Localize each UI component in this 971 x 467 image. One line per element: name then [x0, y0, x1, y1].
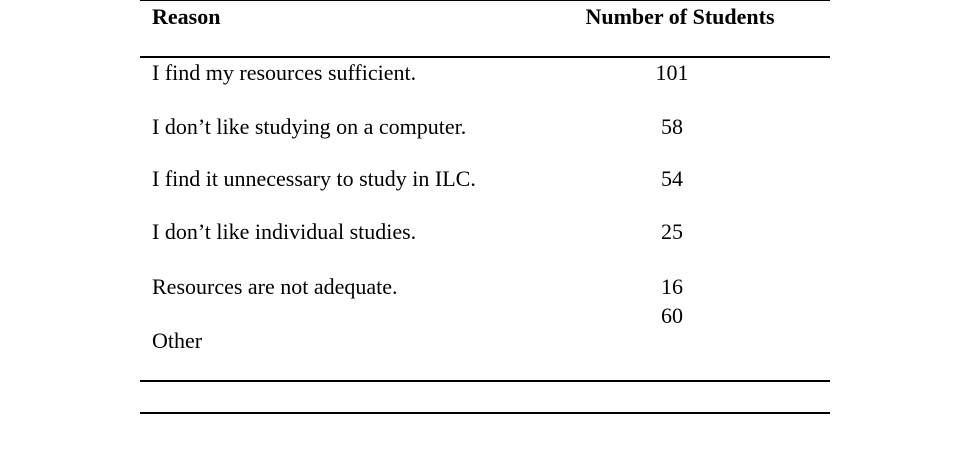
row-reason: I don’t like individual studies. — [152, 219, 417, 244]
row-count: 60 — [661, 303, 683, 328]
row-count: 58 — [661, 114, 683, 139]
header-number-of-students: Number of Students — [585, 4, 775, 29]
header-rule — [140, 56, 830, 58]
row-reason: I find my resources sufficient. — [152, 60, 417, 85]
row-reason: I find it unnecessary to study in ILC. — [152, 166, 476, 191]
row-count: 16 — [661, 274, 683, 299]
row-count: 25 — [661, 219, 683, 244]
row-reason: Other — [152, 328, 203, 353]
row-count: 101 — [655, 60, 689, 85]
bottom-rule — [140, 380, 830, 382]
header-reason: Reason — [152, 4, 221, 29]
row-reason: I don’t like studying on a computer. — [152, 114, 467, 139]
footer-rule — [140, 412, 830, 414]
row-reason: Resources are not adequate. — [152, 274, 398, 299]
row-count: 54 — [661, 166, 683, 191]
top-rule — [140, 0, 830, 1]
